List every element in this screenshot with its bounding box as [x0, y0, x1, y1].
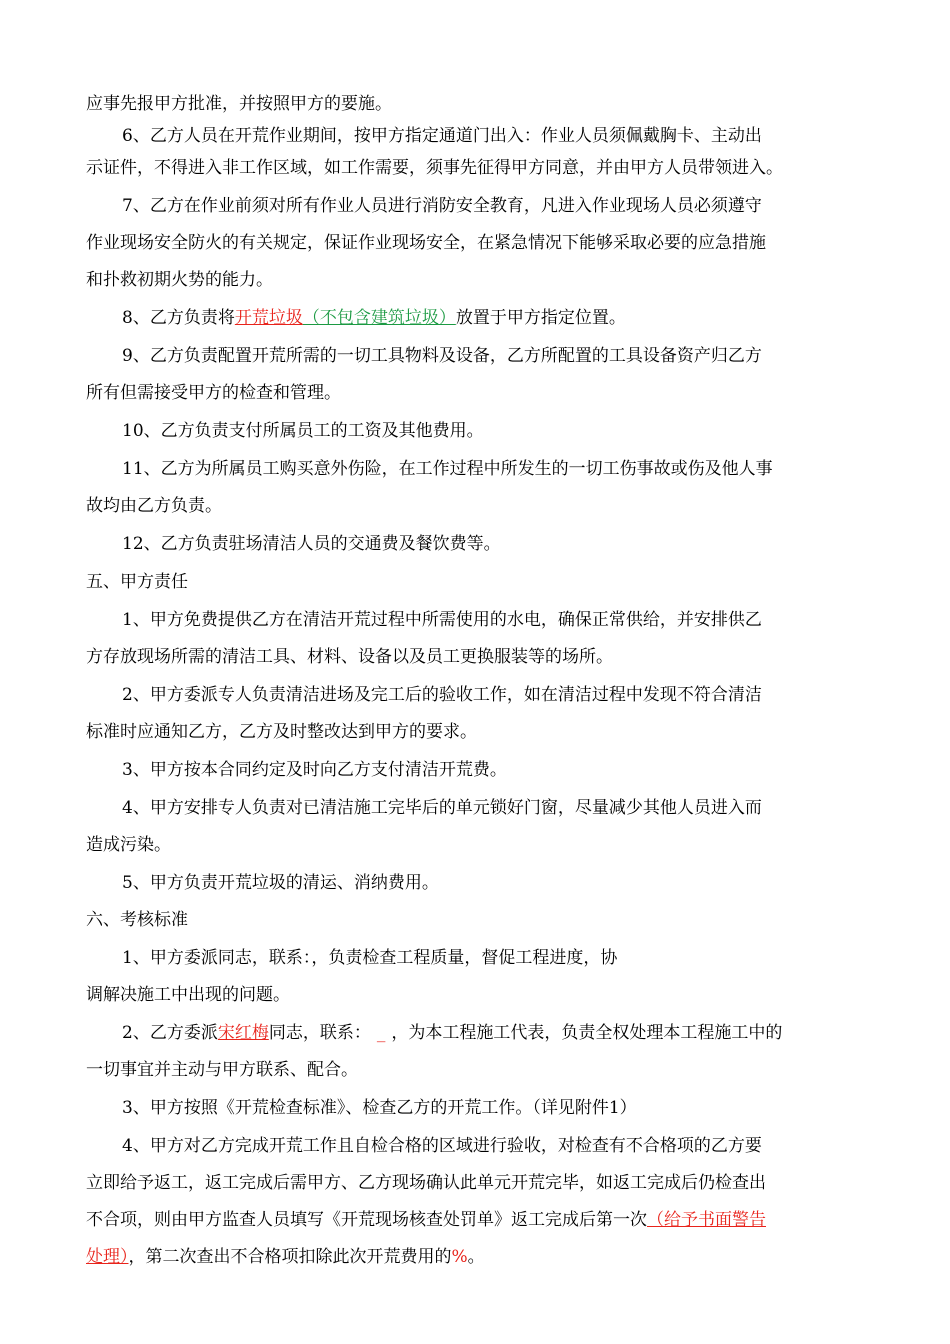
text-line: 故均由乙方负责。 [86, 496, 222, 516]
text-line: 作业现场安全防火的有关规定，保证作业现场安全，在紧急情况下能够采取必要的应急措施 [86, 233, 766, 253]
text-line: 调解决施工中出现的问题。 [86, 985, 290, 1005]
warning-note-end: 处理） [86, 1247, 129, 1267]
clause-line: 10、乙方负责支付所属员工的工资及其他费用。 [122, 421, 484, 441]
clause-line: 9、乙方负责配置开荒所需的一切工具物料及设备，乙方所配置的工具设备资产归乙方 [122, 346, 762, 366]
rep-contact-blank: _ [376, 1023, 386, 1043]
clause-line: 2、甲方委派专人负责清洁进场及完工后的验收工作，如在清洁过程中发现不符合清洁 [122, 685, 762, 705]
clause-line-8 [86, 300, 866, 337]
deduction-text: ，第二次查出不合格项扣除此次开荒费用的 [128, 1247, 452, 1267]
text-line [86, 1202, 866, 1239]
percent-sign: % [451, 1247, 468, 1267]
section-heading: 五、甲方责任 [86, 572, 188, 592]
clause-line: 1、甲方委派同志，联系：，负责检查工程质量，督促工程进度，协 [122, 948, 618, 968]
rep-contact-label: 同志，联系： [268, 1023, 371, 1043]
clause-line: 4、甲方对乙方完成开荒工作且自检合格的区域进行验收，对检查有不合格项的乙方要 [122, 1136, 762, 1156]
clause-8-suffix: 放置于甲方指定位置。 [455, 308, 626, 328]
garbage-exclusion-note: （不包含建筑垃圾） [302, 308, 456, 328]
text-line: 立即给予返工，返工完成后需甲方、乙方现场确认此单元开荒完毕，如返工完成后仍检查出 [86, 1173, 766, 1193]
warning-note: （给予书面警告 [647, 1210, 766, 1230]
text-line: 和扑救初期火势的能力。 [86, 270, 273, 290]
rep-prefix: 2、乙方委派 [122, 1023, 218, 1043]
clause-line: 7、乙方在作业前须对所有作业人员进行消防安全教育，凡进入作业现场人员必须遵守 [122, 196, 762, 216]
clause-line: 6、乙方人员在开荒作业期间，按甲方指定通道门出入：作业人员须佩戴胸卡、主动出 [122, 126, 762, 146]
text-line: 所有但需接受甲方的检查和管理。 [86, 383, 341, 403]
clause-8-prefix: 8、乙方负责将 [122, 308, 235, 328]
clause-line: 1、甲方免费提供乙方在清洁开荒过程中所需使用的水电，确保正常供给，并安排供乙 [122, 610, 762, 630]
text-line: 应事先报甲方批准，并按照甲方的要施。 [86, 94, 392, 114]
period: 。 [467, 1247, 485, 1267]
clause-line: 11、乙方为所属员工购买意外伤险，在工作过程中所发生的一切工伤事故或伤及他人事 [122, 459, 773, 479]
garbage-term: 开荒垃圾 [234, 308, 303, 328]
text-line [86, 1239, 866, 1276]
penalty-text: 不合项，则由甲方监查人员填写《开荒现场核查处罚单》返工完成后第一次 [86, 1210, 647, 1230]
clause-line: 5、甲方负责开荒垃圾的清运、消纳费用。 [122, 873, 439, 893]
rep-suffix: ，为本工程施工代表，负责全权处理本工程施工中的 [391, 1023, 783, 1043]
text-line: 示证件，不得进入非工作区域，如工作需要，须事先征得甲方同意，并由甲方人员带领进入。 [86, 158, 783, 178]
clause-line: 3、甲方按本合同约定及时向乙方支付清洁开荒费。 [122, 760, 507, 780]
clause-line: 12、乙方负责驻场清洁人员的交通费及餐饮费等。 [122, 534, 501, 554]
rep-name: 宋红梅 [217, 1023, 269, 1043]
clause-line: 4、甲方安排专人负责对已清洁施工完毕后的单元锁好门窗，尽量减少其他人员进入而 [122, 798, 762, 818]
text-line: 一切事宜并主动与甲方联系、配合。 [86, 1060, 358, 1080]
text-line: 方存放现场所需的清洁工具、材料、设备以及员工更换服装等的场所。 [86, 647, 613, 667]
text-line: 造成污染。 [86, 835, 171, 855]
clause-line-rep [86, 1015, 866, 1052]
clause-line: 3、甲方按照《开荒检查标准》、检查乙方的开荒工作。（详见附件1） [122, 1098, 637, 1118]
text-line: 标准时应通知乙方，乙方及时整改达到甲方的要求。 [86, 722, 477, 742]
section-heading: 六、考核标准 [86, 910, 188, 930]
